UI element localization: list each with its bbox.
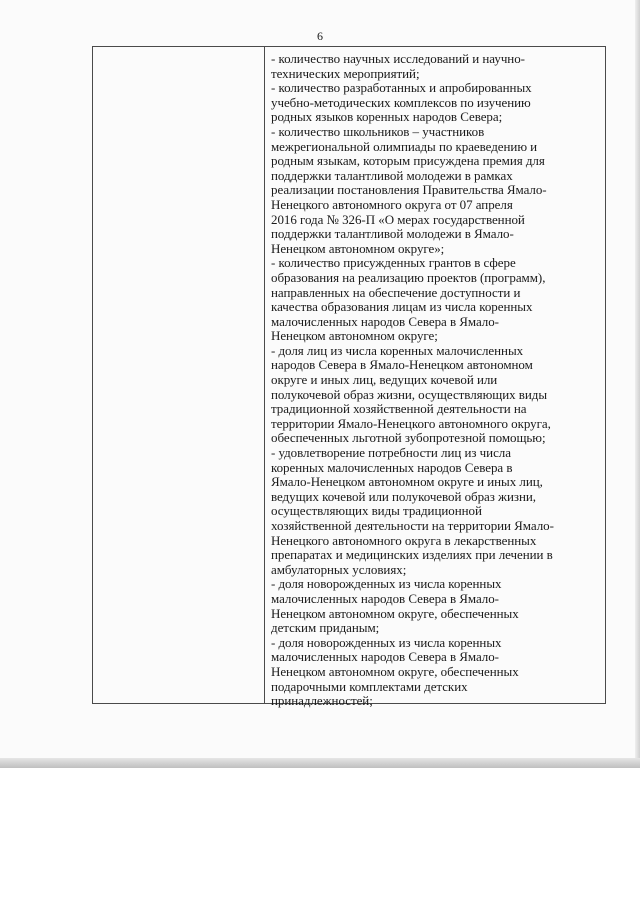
text-line: Ямало-Ненецком автономном округе и иных лиц, <box>271 474 543 490</box>
text-line: традиционной хозяйственной деятельности на <box>271 401 527 417</box>
text-line: 2016 года № 326-П «О мерах государственной <box>271 211 525 227</box>
text-line: - количество школьников – участников <box>271 123 485 139</box>
text-line: Ненецкого автономного округа от 07 апреля <box>271 196 513 212</box>
page-number: 6 <box>317 29 323 43</box>
text-line: родным языкам, которым присуждена премия для <box>271 153 545 169</box>
text-line: - количество присужденных грантов в сфере <box>271 255 516 271</box>
text-line: амбулаторных условиях; <box>271 561 407 577</box>
text-line: полукочевой образ жизни, осуществляющих виды <box>271 386 547 402</box>
text-line: - доля лиц из числа коренных малочисленных <box>271 342 524 358</box>
text-line: образования на реализацию проектов (программ), <box>271 269 546 285</box>
text-line: Ненецком автономном округе, обеспеченных <box>271 663 519 679</box>
text-line: Ненецком автономном округе; <box>271 328 438 344</box>
text-line: качества образования лицам из числа коренных <box>271 299 533 315</box>
table-right-column <box>265 47 605 709</box>
text-line: направленных на обеспечение доступности и <box>271 284 521 300</box>
text-line: Ненецком автономном округе»; <box>271 240 445 256</box>
scan-bottom-edge <box>0 758 640 768</box>
text-line: Ненецкого автономного округа в лекарственных <box>271 532 537 548</box>
document-table <box>92 46 606 709</box>
text-line: технических мероприятий; <box>271 65 420 81</box>
text-line: обеспеченных льготной зубопротезной помощью; <box>271 430 546 446</box>
scan-edge-shadow <box>635 0 640 765</box>
text-line: Ненецком автономном округе, обеспеченных <box>271 605 519 621</box>
text-line: - доля новорожденных из числа коренных <box>271 634 502 650</box>
table-left-column <box>93 47 265 703</box>
text-line: народов Севера в Ямало-Ненецком автономном <box>271 357 533 373</box>
text-line: реализации постановления Правительства Ямало- <box>271 182 547 198</box>
text-line: коренных малочисленных народов Севера в <box>271 459 513 475</box>
text-line: межрегиональной олимпиады по краеведению и <box>271 138 538 154</box>
text-line: подарочными комплектами детских <box>271 678 468 694</box>
text-line: осуществляющих виды традиционной <box>271 503 482 519</box>
text-line: округе и иных лиц, ведущих кочевой или <box>271 372 498 388</box>
text-line: принадлежностей; <box>271 693 373 709</box>
text-line: учебно-методических комплексов по изучению <box>271 94 531 110</box>
text-line: малочисленных народов Севера в Ямало- <box>271 313 499 329</box>
text-line: поддержки талантливой молодежи в рамках <box>271 167 513 183</box>
text-line: родных языков коренных народов Севера; <box>271 109 503 125</box>
text-line: ведущих кочевой или полукочевой образ жизни, <box>271 488 536 504</box>
text-line: хозяйственной деятельности на территории Ямало- <box>271 518 554 533</box>
text-line: территории Ямало-Ненецкого автономного округа, <box>271 415 551 431</box>
text-line: малочисленных народов Севера в Ямало- <box>271 590 499 606</box>
text-line: - доля новорожденных из числа коренных <box>271 576 502 592</box>
text-line: малочисленных народов Севера в Ямало- <box>271 649 499 665</box>
text-line: препаратах и медицинских изделиях при лечении в <box>271 547 553 563</box>
text-line: - удовлетворение потребности лиц из числа <box>271 445 511 461</box>
text-line: детским приданым; <box>271 620 380 636</box>
text-line: - количество научных исследований и научно- <box>271 51 525 66</box>
text-line: - количество разработанных и апробированных <box>271 80 532 96</box>
text-line: поддержки талантливой молодежи в Ямало- <box>271 226 514 242</box>
